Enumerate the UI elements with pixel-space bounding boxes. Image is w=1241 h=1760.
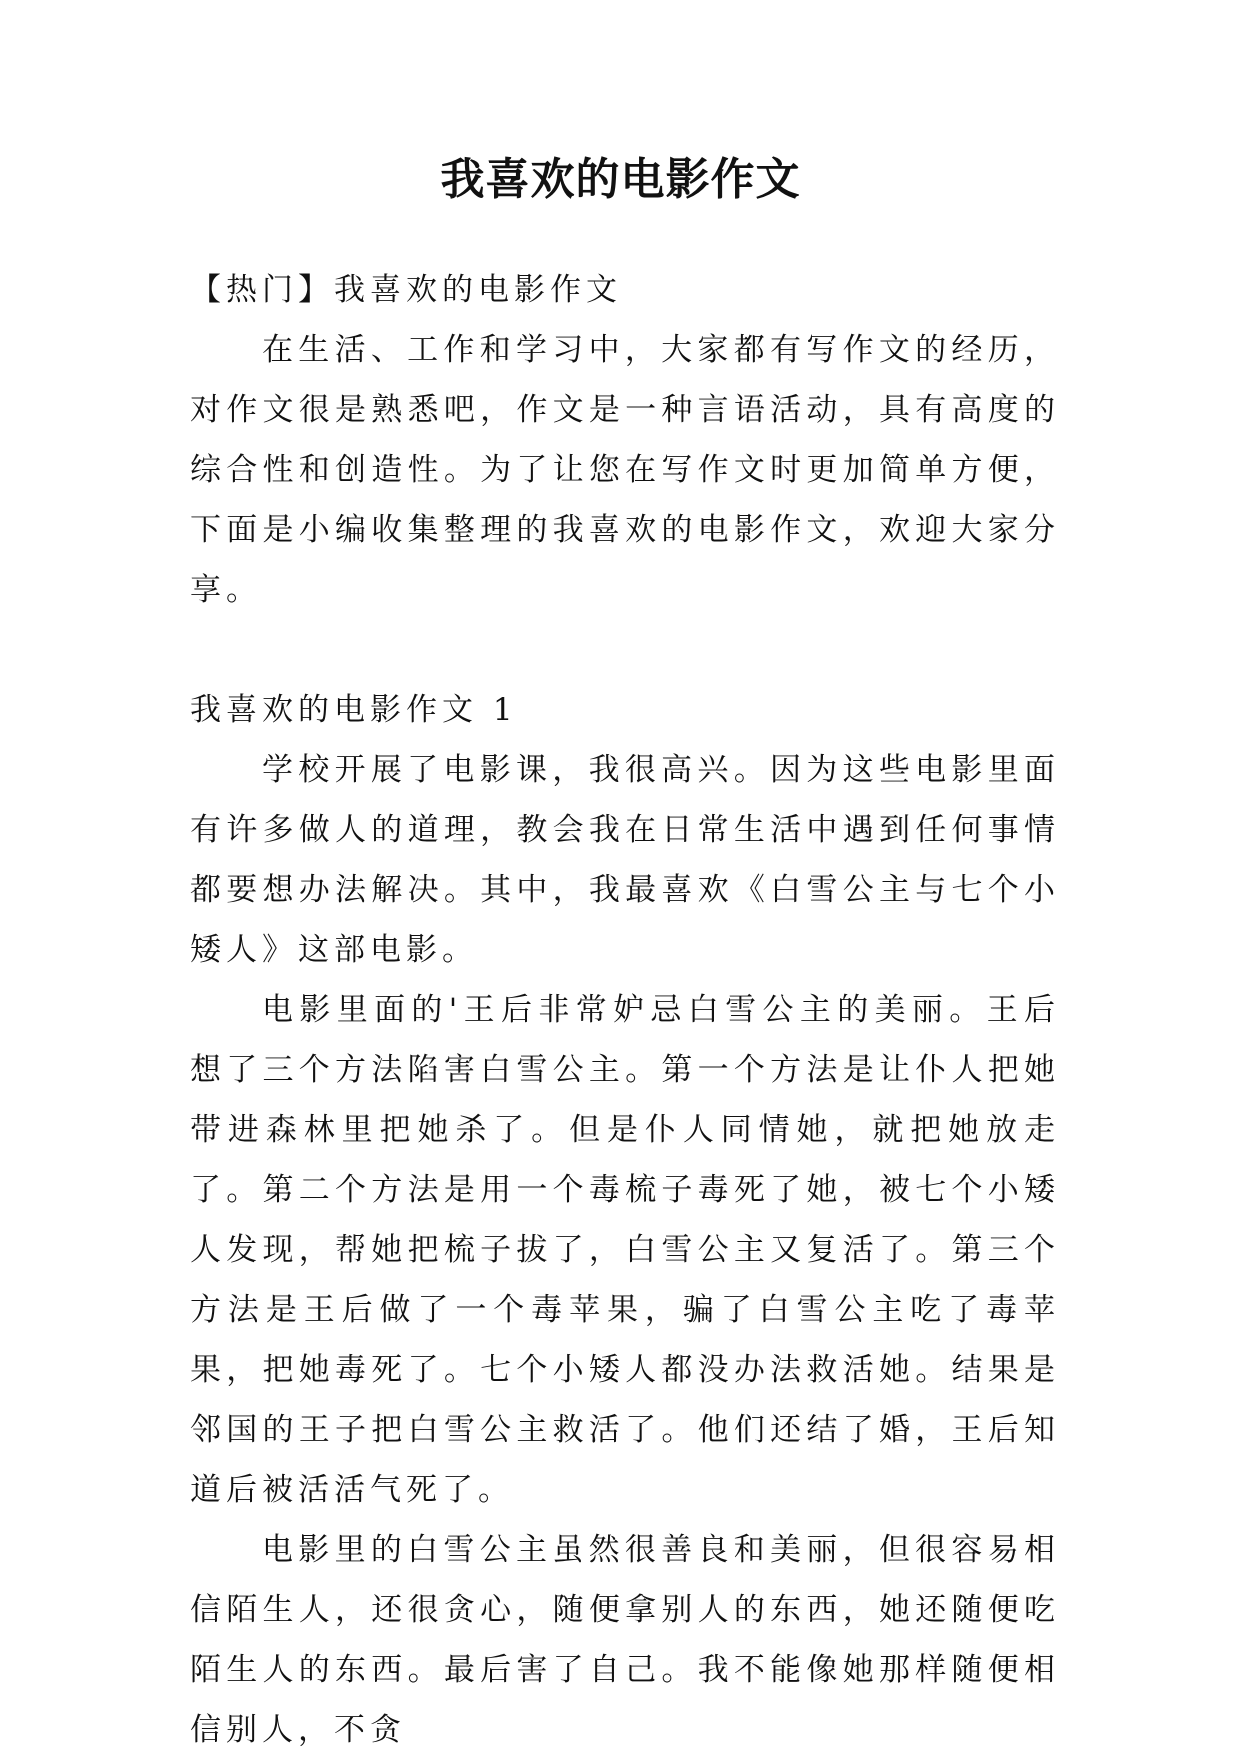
section-heading: 我喜欢的电影作文 1: [190, 692, 518, 728]
document-body: [190, 260, 1060, 1760]
body-paragraph: 电影里面的'王后非常妒忌白雪公主的美丽。王后想了三个方法陷害白雪公主。第一个方法是让仆人把她带进森林里把她杀了。但是仆人同情她，就把她放走了。第二个方法是用一个毒梳子毒死了她，被七个小矮人发现，帮她把梳子拔了，白雪公主又复活了。第三个方法是王后做了一个毒苹果，骗了白雪公主吃了毒苹果，把她毒死了。七个小矮人都没办法救活她。结果是邻国的王子把白雪公主救活了。他们还结了婚，王后知道后被活活气死了。: [190, 992, 1060, 1508]
tag-line: 【热门】我喜欢的电影作文: [190, 272, 622, 308]
paragraph-gap: [190, 620, 1060, 680]
intro-paragraph: 在生活、工作和学习中，大家都有写作文的经历，对作文很是熟悉吧，作文是一种言语活动，具有高度的综合性和创造性。为了让您在写作文时更加简单方便，下面是小编收集整理的我喜欢的电影作文，欢迎大家分享。: [190, 332, 1060, 608]
body-paragraph: 电影里的白雪公主虽然很善良和美丽，但很容易相信陌生人，还很贪心，随便拿别人的东西，她还随便吃陌生人的东西。最后害了自己。我不能像她那样随便相信别人，不贪: [190, 1532, 1060, 1748]
document-title: 我喜欢的电影作文: [440, 154, 801, 205]
body-paragraph: 学校开展了电影课，我很高兴。因为这些电影里面有许多做人的道理，教会我在日常生活中遇到任何事情都要想办法解决。其中，我最喜欢《白雪公主与七个小矮人》这部电影。: [190, 752, 1060, 968]
